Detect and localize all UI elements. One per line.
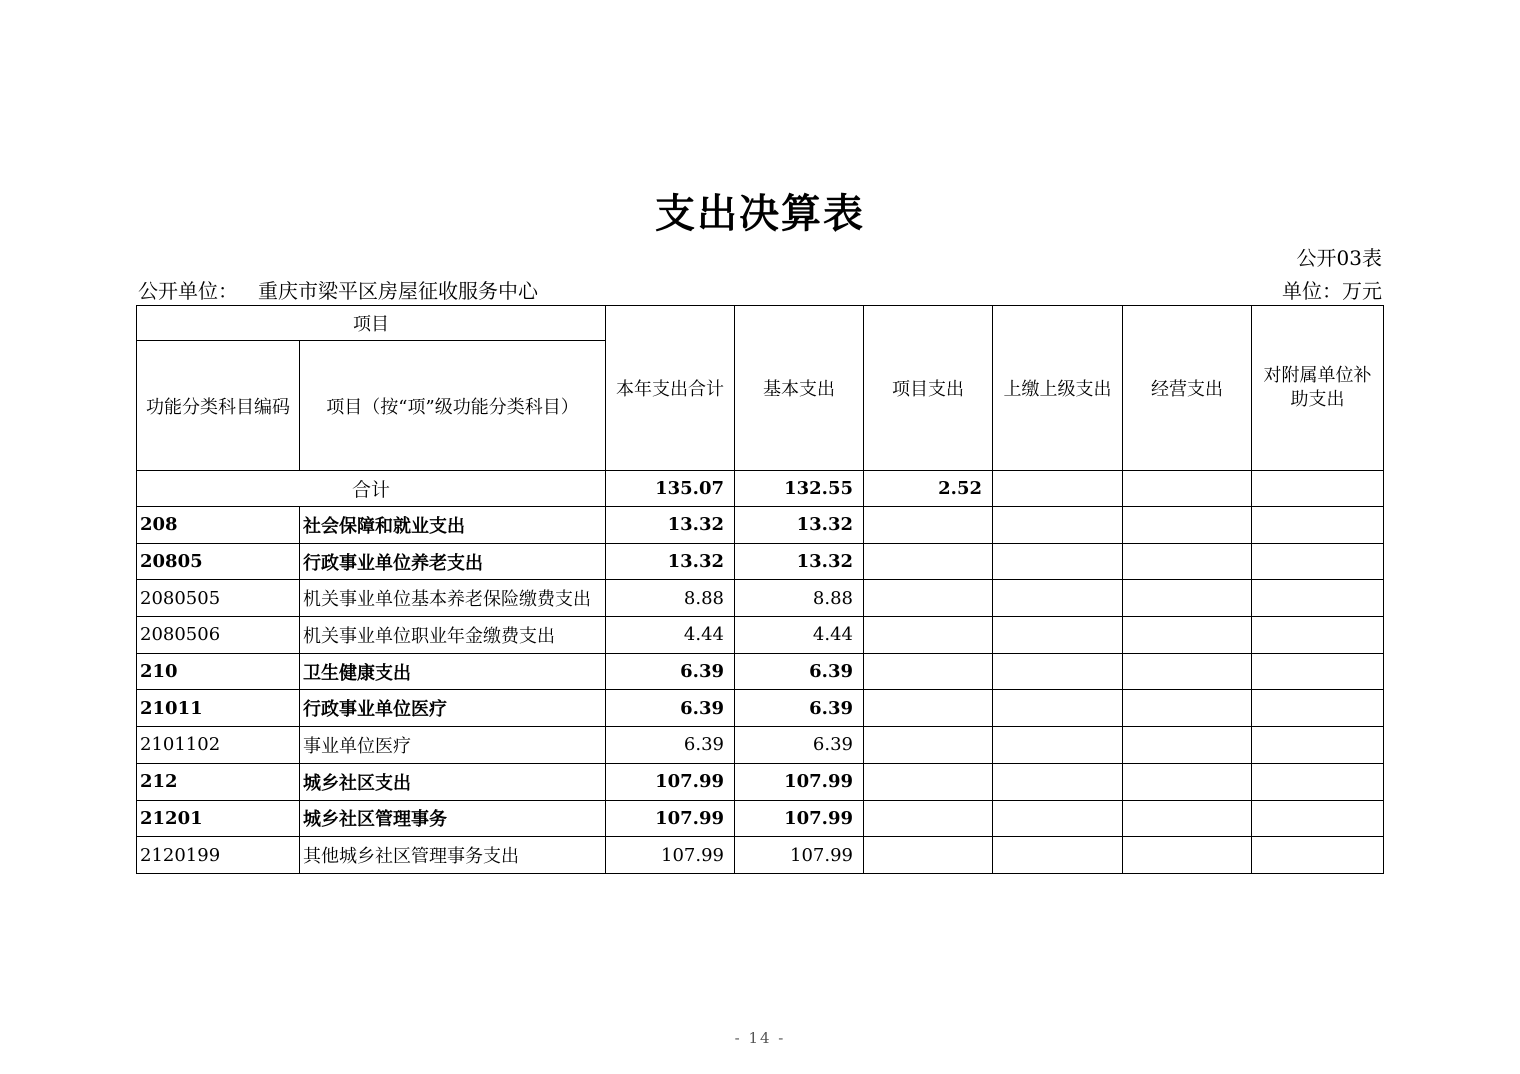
cell-basic: 4.44 [735,617,864,654]
header-total: 本年支出合计 [606,306,735,471]
cell-project [864,800,993,837]
table-row [137,800,1384,837]
table-row [137,653,1384,690]
cell-project [864,727,993,764]
cell-code: 210 [137,653,300,690]
cell-name: 社会保障和就业支出 [300,507,606,544]
unit-name: 重庆市梁平区房屋征收服务中心 [258,279,538,303]
cell-total: 13.32 [606,507,735,544]
cell-subsidy [1252,543,1384,580]
cell-code: 208 [137,507,300,544]
table-row [137,617,1384,654]
cell-business [1123,800,1252,837]
total-label: 合计 [137,471,606,507]
cell-upper [993,763,1123,800]
cell-basic: 13.32 [735,543,864,580]
cell-total: 6.39 [606,653,735,690]
cell-basic: 107.99 [735,837,864,874]
cell-code: 212 [137,763,300,800]
page-title: 支出决算表 [655,190,865,237]
cell-name: 城乡社区支出 [300,763,606,800]
table-row [137,727,1384,764]
total-project: 2.52 [864,471,993,507]
cell-upper [993,653,1123,690]
cell-code: 21201 [137,800,300,837]
header-code: 功能分类科目编码 [137,341,300,471]
cell-project [864,690,993,727]
cell-project [864,617,993,654]
table-row [137,580,1384,617]
table-row [137,763,1384,800]
header-project-group: 项目 [137,306,606,341]
cell-project [864,837,993,874]
page-number: - 14 - [734,1029,786,1047]
cell-subsidy [1252,617,1384,654]
cell-total: 107.99 [606,763,735,800]
total-value: 135.07 [606,471,735,507]
cell-code: 2120199 [137,837,300,874]
header-upper: 上缴上级支出 [993,306,1123,471]
cell-upper [993,690,1123,727]
cell-total: 8.88 [606,580,735,617]
cell-subsidy [1252,653,1384,690]
cell-business [1123,653,1252,690]
cell-total: 6.39 [606,727,735,764]
cell-code: 2080506 [137,617,300,654]
cell-business [1123,690,1252,727]
cell-name: 机关事业单位职业年金缴费支出 [300,617,606,654]
cell-subsidy [1252,763,1384,800]
cell-business [1123,580,1252,617]
cell-name: 卫生健康支出 [300,653,606,690]
cell-code: 20805 [137,543,300,580]
cell-subsidy [1252,727,1384,764]
table-row [137,543,1384,580]
cell-project [864,580,993,617]
cell-basic: 13.32 [735,507,864,544]
cell-business [1123,727,1252,764]
unit-info [138,277,538,305]
cell-code: 2080505 [137,580,300,617]
cell-name: 其他城乡社区管理事务支出 [300,837,606,874]
unit-label: 公开单位： [138,279,238,303]
cell-basic: 6.39 [735,727,864,764]
cell-basic: 8.88 [735,580,864,617]
table-row [137,507,1384,544]
table-row [137,837,1384,874]
cell-project [864,653,993,690]
cell-name: 行政事业单位养老支出 [300,543,606,580]
cell-total: 13.32 [606,543,735,580]
cell-upper [993,543,1123,580]
table-row [137,690,1384,727]
header-business: 经营支出 [1123,306,1252,471]
cell-business [1123,763,1252,800]
cell-code: 21011 [137,690,300,727]
cell-total: 6.39 [606,690,735,727]
expenditure-table [136,305,1384,874]
header-basic: 基本支出 [735,306,864,471]
cell-upper [993,617,1123,654]
form-number: 公开03表 [1296,246,1382,270]
cell-subsidy [1252,580,1384,617]
cell-subsidy [1252,800,1384,837]
cell-subsidy [1252,690,1384,727]
cell-upper [993,580,1123,617]
cell-name: 事业单位医疗 [300,727,606,764]
cell-business [1123,543,1252,580]
cell-total: 107.99 [606,800,735,837]
cell-name: 城乡社区管理事务 [300,800,606,837]
total-subsidy [1252,471,1384,507]
header-project: 项目支出 [864,306,993,471]
cell-subsidy [1252,837,1384,874]
cell-basic: 6.39 [735,690,864,727]
currency-unit: 单位：万元 [1282,279,1382,303]
cell-name: 行政事业单位医疗 [300,690,606,727]
cell-project [864,543,993,580]
cell-total: 4.44 [606,617,735,654]
cell-basic: 6.39 [735,653,864,690]
cell-business [1123,837,1252,874]
cell-code: 2101102 [137,727,300,764]
header-subsidy: 对附属单位补助支出 [1252,306,1384,471]
total-row [137,471,1384,507]
header-item: 项目（按“项”级功能分类科目） [300,341,606,471]
cell-business [1123,617,1252,654]
total-business [1123,471,1252,507]
cell-upper [993,800,1123,837]
cell-total: 107.99 [606,837,735,874]
total-upper [993,471,1123,507]
cell-basic: 107.99 [735,763,864,800]
cell-subsidy [1252,507,1384,544]
cell-upper [993,727,1123,764]
cell-project [864,507,993,544]
cell-upper [993,837,1123,874]
cell-business [1123,507,1252,544]
cell-name: 机关事业单位基本养老保险缴费支出 [300,580,606,617]
cell-project [864,763,993,800]
header-row-1 [137,306,1384,341]
cell-upper [993,507,1123,544]
total-basic: 132.55 [735,471,864,507]
cell-basic: 107.99 [735,800,864,837]
